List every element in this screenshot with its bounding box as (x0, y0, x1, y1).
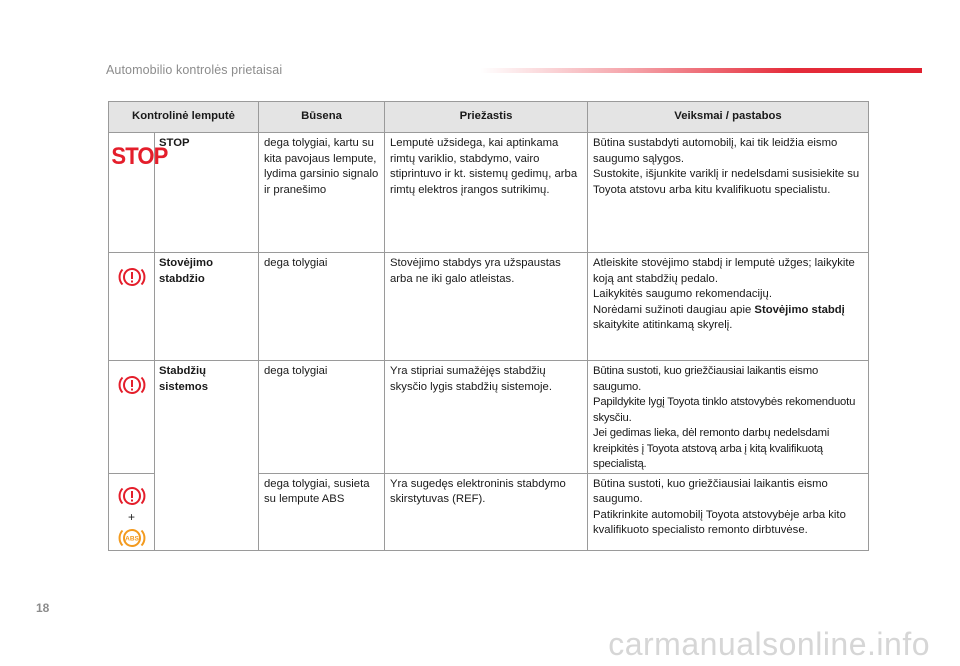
lamp-name: STOP (155, 133, 259, 253)
watermark: carmanualsonline.info (608, 626, 930, 662)
lamp-cause: Yra stipriai sumažėjęs stabdžių skysčio lygis stabdžių sistemoje. (385, 361, 588, 474)
column-header-cause: Priežastis (385, 102, 588, 133)
action-line: Būtina sustoti, kuo griežčiausiai laikantis eismo saugumo. (593, 365, 819, 393)
page-number: 18 (36, 601, 50, 615)
warning-lights-table (108, 101, 869, 551)
brake-warning-icon (109, 265, 154, 289)
lamp-icon-cell (109, 473, 155, 550)
abs-icon (109, 526, 154, 550)
lamp-state: dega tolygiai (259, 361, 385, 474)
lamp-actions (588, 253, 869, 361)
stop-icon: STOP (111, 143, 168, 170)
lamp-actions (588, 361, 869, 474)
table-row (109, 253, 869, 361)
lamp-cause: Yra sugedęs elektroninis stabdymo skirstytuvas (REF). (385, 473, 588, 550)
lamp-cause: Stovėjimo stabdys yra užspaustas arba ne iki galo atleistas. (385, 253, 588, 361)
lamp-cause: Lemputė užsidega, kai aptinkama rimtų variklio, stabdymo, vairo stiprintuvo ir kt. sistemų gedimų, arba rimtų elektros įrangos sutrikimų. (385, 133, 588, 253)
lamp-state: dega tolygiai (259, 253, 385, 361)
action-line: Papildykite lygį Toyota tinklo atstovybės rekomenduotu skysčiu. (593, 396, 856, 424)
table-row (109, 133, 869, 253)
lamp-icon-cell (109, 361, 155, 474)
section-title: Automobilio kontrolės prietaisai (106, 63, 283, 77)
lamp-icon-cell (109, 253, 155, 361)
reference-link-text: Stovėjimo stabdį (754, 303, 845, 316)
lamp-state: dega tolygiai, kartu su kita pavojaus lempute, lydima garsinio signalo ir pranešimo (259, 133, 385, 253)
lamp-name: Stabdžių sistemos (155, 361, 259, 551)
brake-warning-icon (109, 484, 154, 508)
reference-text: Norėdami sužinoti daugiau apie (593, 303, 752, 316)
lamp-icon-cell (109, 133, 168, 253)
lamp-state: dega tolygiai, susieta su lempute ABS (259, 473, 385, 550)
lamp-name: Stovėjimo stabdžio (155, 253, 259, 361)
brake-warning-icon (109, 373, 154, 397)
action-line: Būtina sustoti, kuo griežčiausiai laikantis eismo saugumo. (593, 477, 828, 505)
action-reference (593, 303, 863, 334)
column-header-actions: Veiksmai / pastabos (588, 102, 869, 133)
action-line: Atleiskite stovėjimo stabdį ir lemputė užges; laikykite koją ant stabdžių pedalo. (593, 257, 855, 285)
reference-text: skaitykite atitinkamą skyrelį. (593, 319, 733, 331)
lamp-actions (588, 473, 869, 550)
column-header-lamp: Kontrolinė lemputė (109, 102, 259, 133)
lamp-actions (588, 133, 869, 253)
action-line: Laikykitės saugumo rekomendacijų. (593, 288, 772, 300)
action-line: Jei gedimas lieka, dėl remonto darbų nedelsdami kreipkitės į Toyota atstovą arba į kitą kvalifikuotą specialistą. (593, 427, 830, 470)
table-row (109, 361, 869, 474)
action-line: Būtina sustabdyti automobilį, kai tik leidžia eismo saugumo sąlygos. (593, 137, 838, 165)
header-accent-bar (480, 68, 922, 73)
action-line: Sustokite, išjunkite variklį ir nedelsdami susisiekite su Toyota atstovu arba kitu kvalifikuotu specialistu. (593, 168, 860, 196)
table-header-row (109, 102, 869, 133)
action-line: Patikrinkite automobilį Toyota atstovybėje arba kito kvalifikuoto specialisto remonto dirbtuvėse. (593, 508, 846, 536)
column-header-state: Būsena (259, 102, 385, 133)
plus-sign: + (127, 509, 135, 524)
abs-icon-label: ABS (124, 535, 139, 542)
